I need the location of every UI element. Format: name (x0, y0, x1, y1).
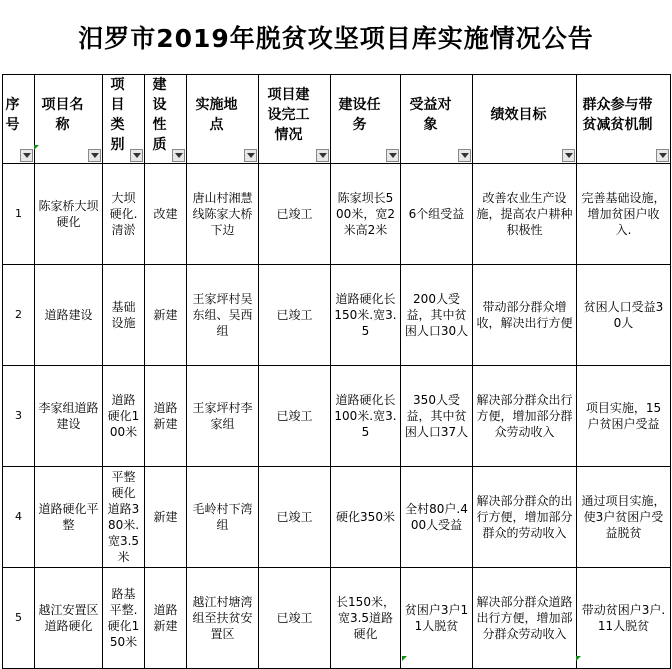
cell-text: 已竣工 (276, 207, 313, 221)
cell-text: 完善基础设施，增加贫困户收入. (581, 191, 666, 237)
cell-text: 基础设施 (111, 300, 136, 330)
cell-name[interactable] (35, 366, 103, 467)
cell-mechanism[interactable] (577, 164, 671, 265)
cell-text: 项目实施，15户贫困户受益 (585, 401, 662, 431)
cell-task[interactable] (331, 467, 401, 568)
cell-text: 硬化350米 (336, 510, 395, 524)
header-mechanism (577, 75, 671, 164)
cell-status[interactable] (259, 568, 331, 669)
cell-text: 道路硬化长150米.宽3.5 (334, 292, 397, 338)
cell-text: 毛岭村下湾组 (192, 502, 253, 532)
cell-location[interactable] (187, 467, 259, 568)
cell-goal[interactable] (473, 164, 577, 265)
cell-text: 唐山村湘慧线陈家大桥下边 (192, 191, 253, 237)
cell-text: 王家坪村李家组 (192, 401, 253, 431)
cell-status[interactable] (259, 467, 331, 568)
header-label: 群众参与带贫减贫机制 (582, 97, 653, 133)
cell-goal[interactable] (473, 467, 577, 568)
cell-seq[interactable]: 2 (3, 265, 35, 366)
cell-task[interactable] (331, 265, 401, 366)
cell-text: 新建 (153, 510, 178, 524)
cell-marker-icon (402, 656, 407, 661)
cell-text: 路基平整.硬化150米 (107, 587, 140, 649)
cell-text: 已竣工 (276, 409, 313, 423)
filter-dropdown-icon[interactable] (458, 149, 471, 162)
cell-category[interactable] (103, 366, 145, 467)
cell-text: 改建 (153, 207, 178, 221)
filter-dropdown-icon[interactable] (20, 149, 33, 162)
cell-text: 贫困户3户11人脱贫 (404, 603, 469, 633)
cell-text: 已竣工 (276, 510, 313, 524)
header-label: 实施地点 (195, 97, 238, 133)
filter-dropdown-icon[interactable] (386, 149, 399, 162)
cell-status[interactable] (259, 164, 331, 265)
cell-beneficiary[interactable] (401, 568, 473, 669)
cell-text: 解决部分群众出行方便，增加部分群众劳动收入 (476, 393, 573, 439)
header-task (331, 75, 401, 164)
project-table (2, 74, 671, 669)
cell-category[interactable] (103, 568, 145, 669)
cell-mechanism[interactable] (577, 467, 671, 568)
header-label: 项目类别 (110, 77, 125, 153)
cell-name[interactable] (35, 164, 103, 265)
filter-dropdown-icon[interactable] (172, 149, 185, 162)
cell-goal[interactable] (473, 568, 577, 669)
cell-seq[interactable]: 3 (3, 366, 35, 467)
cell-seq[interactable]: 1 (3, 164, 35, 265)
cell-text: 道路新建 (153, 401, 178, 431)
cell-text: 已竣工 (276, 308, 313, 322)
cell-text: 带动部分群众增收，解决出行方便 (476, 300, 573, 330)
table-row (3, 265, 671, 366)
header-category (103, 75, 145, 164)
cell-text: 陈家桥大坝硬化 (38, 199, 99, 229)
cell-text: 长150米，宽3.5道路硬化 (336, 595, 395, 641)
header-name (35, 75, 103, 164)
cell-text: 改善农业生产设施，提高农户耕种积极性 (476, 191, 573, 237)
cell-text: 道路硬化100米 (107, 393, 140, 439)
cell-text: 大坝硬化.清淤 (109, 191, 138, 237)
cell-text: 解决部分群众道路出行方便，增加部分群众劳动收入 (476, 595, 573, 641)
table-row (3, 467, 671, 568)
header-beneficiary (401, 75, 473, 164)
header-label: 受益对象 (409, 97, 452, 133)
cell-category[interactable] (103, 265, 145, 366)
cell-text: 通过项目实施，使3户贫困户受益脱贫 (581, 494, 666, 540)
table-row (3, 568, 671, 669)
filter-dropdown-icon[interactable] (656, 149, 669, 162)
cell-text: 350人受益，其中贫困人口37人 (404, 393, 469, 439)
cell-name[interactable] (35, 265, 103, 366)
cell-mechanism[interactable] (577, 366, 671, 467)
cell-text: 道路新建 (153, 603, 178, 633)
header-label: 项目建设完工情况 (267, 87, 310, 143)
cell-task[interactable] (331, 568, 401, 669)
cell-task[interactable] (331, 164, 401, 265)
cell-category[interactable] (103, 467, 145, 568)
cell-text: 道路硬化长100米.宽3.5 (334, 393, 397, 439)
header-label: 序号 (5, 97, 20, 133)
cell-text: 带动贫困户3户.11人脱贫 (581, 603, 666, 633)
cell-text: 道路硬化平整 (38, 502, 99, 532)
cell-nature[interactable] (145, 164, 187, 265)
cell-text: 贫困人口受益30人 (583, 300, 664, 330)
cell-mechanism[interactable] (577, 265, 671, 366)
cell-location[interactable] (187, 568, 259, 669)
cell-name[interactable] (35, 568, 103, 669)
cell-nature[interactable] (145, 467, 187, 568)
header-label: 绩效目标 (490, 107, 547, 123)
cell-text: 新建 (153, 308, 178, 322)
cell-task[interactable] (331, 366, 401, 467)
filter-dropdown-icon[interactable] (130, 149, 143, 162)
cell-text: 6个组受益 (408, 207, 465, 221)
cell-beneficiary[interactable] (401, 265, 473, 366)
header-status (259, 75, 331, 164)
cell-text: 陈家坝长500米，宽2米高2米 (336, 191, 395, 237)
header-seq (3, 75, 35, 164)
cell-location[interactable] (187, 265, 259, 366)
cell-text: 平整硬化道路380米.宽3.5米 (107, 470, 140, 564)
cell-nature[interactable] (145, 568, 187, 669)
cell-mechanism[interactable] (577, 568, 671, 669)
cell-text: 王家坪村吴东组、吴西组 (192, 292, 253, 338)
cell-text: 李家组道路建设 (38, 401, 99, 431)
cell-goal[interactable] (473, 265, 577, 366)
cell-marker-icon (576, 656, 581, 661)
header-location (187, 75, 259, 164)
cell-beneficiary[interactable] (401, 467, 473, 568)
header-goal (473, 75, 577, 164)
cell-marker-icon (34, 145, 39, 150)
filter-dropdown-icon[interactable] (88, 149, 101, 162)
header-label: 项目名称 (41, 97, 84, 133)
cell-text: 全村80户.400人受益 (405, 502, 468, 532)
cell-category[interactable] (103, 164, 145, 265)
cell-nature[interactable] (145, 366, 187, 467)
cell-beneficiary[interactable] (401, 366, 473, 467)
page-title: 汨罗市2019年脱贫攻坚项目库实施情况公告 (78, 24, 594, 53)
cell-seq[interactable]: 4 (3, 467, 35, 568)
header-label: 建设性质 (152, 77, 167, 153)
filter-dropdown-icon[interactable] (316, 149, 329, 162)
cell-location[interactable] (187, 164, 259, 265)
cell-text: 解决部分群众的出行方便，增加部分群众的劳动收入 (476, 494, 573, 540)
cell-nature[interactable] (145, 265, 187, 366)
cell-text: 越江安置区道路硬化 (38, 603, 99, 633)
cell-text: 已竣工 (276, 611, 313, 625)
filter-dropdown-icon[interactable] (562, 149, 575, 162)
cell-seq[interactable]: 5 (3, 568, 35, 669)
cell-name[interactable] (35, 467, 103, 568)
cell-text: 200人受益，其中贫困人口30人 (404, 292, 469, 338)
cell-status[interactable] (259, 366, 331, 467)
table-row (3, 366, 671, 467)
cell-location[interactable] (187, 366, 259, 467)
cell-text: 道路建设 (44, 308, 93, 322)
header-label: 建设任务 (338, 97, 381, 133)
header-nature (145, 75, 187, 164)
header-row (3, 75, 671, 164)
cell-goal[interactable] (473, 366, 577, 467)
cell-status[interactable] (259, 265, 331, 366)
cell-text: 越江村塘湾组至扶贫安置区 (192, 595, 253, 641)
table-row (3, 164, 671, 265)
filter-dropdown-icon[interactable] (244, 149, 257, 162)
cell-beneficiary[interactable] (401, 164, 473, 265)
